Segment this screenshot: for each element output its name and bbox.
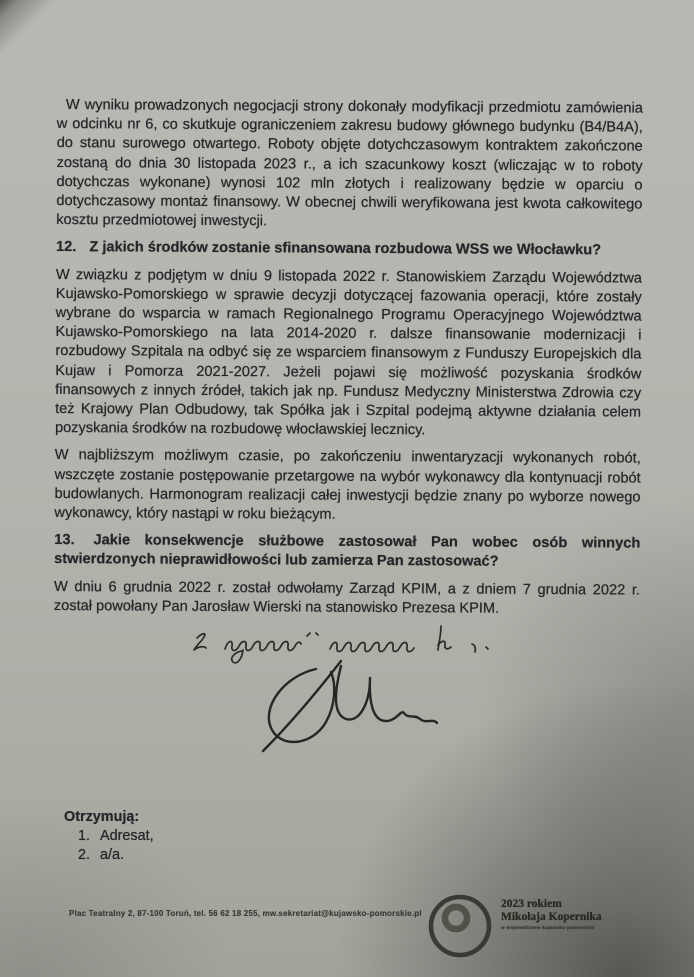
handwritten-closing-note bbox=[194, 626, 488, 663]
distribution-item-number: 2. bbox=[78, 847, 91, 863]
question-12-number: 12. bbox=[56, 239, 77, 256]
photo-corner-shadow bbox=[0, 0, 86, 52]
distribution-item-text: Adresat, bbox=[100, 828, 154, 844]
question-13-text: Jakie konsekwencje służbowe zastosował Pan wobec osób winnych stwierdzonych nieprawidłowości lub zamierza Pan zastosować? bbox=[54, 532, 641, 571]
signature-scribble bbox=[263, 661, 437, 751]
distribution-list bbox=[64, 808, 154, 865]
seal-rings-icon bbox=[427, 892, 497, 960]
paragraph-tender: W najbliższym możliwym czasie, po zakończeniu inwentaryzacji wykonanych robót, wszczęte zostanie postępowanie przetargowe na wybór wykonawcy dla kontynuacji robót budowlanych. Harmonogram realizacji całej inwestycji będzie znany po wyborze nowego wykonawcy, który nastąpi w roku bieżącym. bbox=[54, 447, 641, 523]
question-13-number: 13. bbox=[54, 532, 75, 549]
question-13-heading bbox=[54, 531, 640, 573]
distribution-item bbox=[64, 846, 154, 865]
seal-caption bbox=[501, 898, 602, 931]
distribution-item-text: a/a. bbox=[100, 847, 125, 863]
seal-caption-line1: 2023 rokiem bbox=[501, 898, 562, 910]
paragraph-negotiations: W wyniku prowadzonych negocjacji strony dokonały modyfikacji przedmiotu zamówienia w odcinku nr 6, co skutkuje ograniczeniem zakresu budowy głównego budynku (B4/B4A), do stanu surowego otwartego. Roboty objęte dotychczasowym kontraktem zakończone zostaną do dnia 30 listopada 2023 r., a ich szacunkowy koszt (wliczając w to roboty dotychczas wykonane) wynosi 102 mln złotych i realizowany będzie w oparciu o dotychczasowy montaż finansowy. W obecnej chwili weryfikowana jest kwota całkowitego kosztu przedmiotowej inwestycji. bbox=[56, 97, 643, 230]
distribution-item bbox=[64, 827, 154, 846]
distribution-header: Otrzymują: bbox=[64, 809, 140, 825]
question-12-text: Z jakich środków zostanie sfinansowana rozbudowa WSS we Włocławku? bbox=[89, 239, 602, 259]
letter-body bbox=[54, 96, 643, 628]
seal-caption-line2: Mikołaja Kopernika bbox=[501, 911, 602, 923]
copernicus-anniversary-seal bbox=[427, 892, 687, 967]
distribution-item-number: 1. bbox=[78, 828, 91, 844]
seal-caption-line3: w województwie kujawsko-pomorskim bbox=[501, 925, 595, 930]
paragraph-financing: W związku z podjętym w dniu 9 listopada 2022 r. Stanowiskiem Zarządu Województwa Kujawsko-Pomorskiego w sprawie decyzji dotyczącej fazowania operacji, które zostały wybrane do wsparcia w ramach Regionalnego Programu Operacyjnego Województwa Kujawsko-Pomorskiego na lata 2014-2020 r. dalsze finansowanie modernizacji i rozbudowy Szpitala na odbyć się ze wsparciem finansowym z Funduszy Europejskich dla Kujaw i Pomorza 2021-2027. Jeżeli pojawi się możliwość pozyskania środków finansowych z innych źródeł, takich jak np. Fundusz Medyczny Ministerstwa Zdrowia czy też Krajowy Plan Odbudowy, tak Spółka jak i Szpital podejmą aktywne działania celem pozyskania środków na rozbudowę włocławskiej lecznicy. bbox=[54, 266, 642, 439]
paragraph-board-dismissal: W dniu 6 grudnia 2022 r. został odwołamy Zarząd KPIM, a z dniem 7 grudnia 2022 r. został powołany Pan Jarosław Wierski na stanowisko Prezesa KPIM. bbox=[53, 578, 641, 617]
footer-address: Plac Teatralny 2, 87-100 Toruń, tel. 56 62 18 255, mw.sekretariat@kujawsko-pomorskie.pl bbox=[69, 909, 422, 918]
question-12-heading bbox=[56, 238, 642, 261]
